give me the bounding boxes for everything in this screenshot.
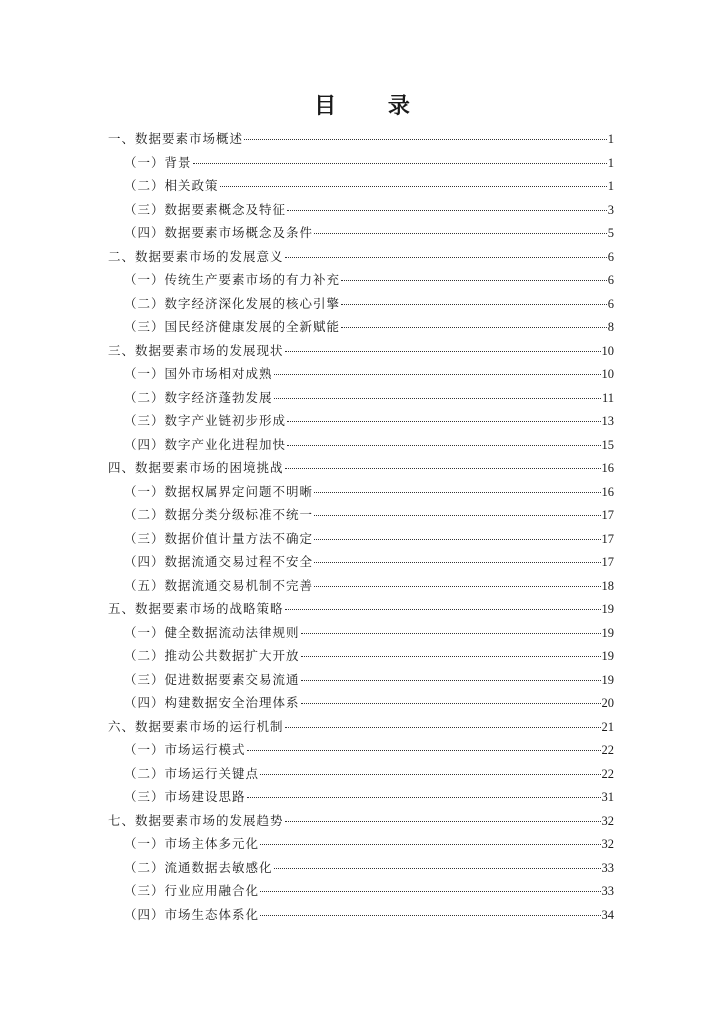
toc-dot-leader [285, 257, 607, 258]
toc-dot-leader [274, 868, 601, 869]
toc-entry-title: （三）国民经济健康发展的全新赋能 [124, 319, 341, 334]
toc-chapter-entry[interactable] [108, 811, 614, 831]
toc-dot-leader [260, 774, 600, 775]
toc-chapter-entry[interactable] [108, 717, 614, 737]
toc-section-entry[interactable] [124, 364, 614, 384]
toc-dot-leader [285, 727, 601, 728]
toc-entry-title: （四）市场生态体系化 [124, 906, 260, 922]
toc-page-number: 1 [607, 132, 614, 146]
toc-dot-leader [301, 656, 601, 657]
toc-entry-title: （一）数据权属界定问题不明晰 [124, 483, 314, 499]
toc-dot-leader [193, 163, 607, 164]
toc-page-number: 13 [601, 414, 614, 428]
toc-chapter-entry[interactable] [108, 129, 614, 149]
toc-entry-title: 三、数据要素市场的发展现状 [108, 342, 284, 358]
toc-chapter-entry[interactable] [108, 458, 614, 478]
toc-section-entry[interactable] [124, 388, 614, 408]
toc-dot-leader [285, 468, 601, 469]
toc-page-number: 6 [607, 296, 614, 311]
toc-dot-leader [287, 445, 600, 446]
toc-dot-leader [341, 280, 607, 281]
toc-section-entry[interactable] [124, 552, 614, 572]
toc-entry-title: （一）市场运行模式 [124, 742, 246, 757]
toc-page-number: 34 [601, 907, 614, 922]
toc-dot-leader [314, 233, 607, 234]
toc-entry-title: （三）数据价值计量方法不确定 [124, 530, 314, 546]
toc-dot-leader [285, 609, 601, 610]
toc-chapter-entry[interactable] [108, 599, 614, 619]
toc-page-number: 1 [607, 155, 614, 170]
toc-section-entry[interactable] [124, 223, 614, 243]
toc-dot-leader [301, 703, 601, 704]
toc-page-number: 17 [601, 531, 614, 546]
toc-section-entry[interactable] [124, 858, 614, 878]
toc-dot-leader [314, 586, 600, 587]
toc-dot-leader [301, 680, 601, 681]
toc-page-number: 21 [601, 719, 614, 734]
toc-entry-title: （一）市场主体多元化 [124, 836, 260, 851]
toc-entry-title: （二）数字经济深化发展的核心引擎 [124, 295, 341, 311]
toc-dot-leader [260, 915, 600, 916]
toc-section-entry[interactable] [124, 411, 614, 431]
toc-entry-title: （二）推动公共数据扩大开放 [124, 648, 300, 663]
toc-dot-leader [287, 421, 600, 422]
toc-section-entry[interactable] [124, 482, 614, 502]
toc-entry-title: （五）数据流通交易机制不完善 [124, 577, 314, 593]
toc-section-entry[interactable] [124, 670, 614, 690]
toc-section-entry[interactable] [124, 505, 614, 525]
toc-section-entry[interactable] [124, 576, 614, 596]
toc-page-number: 17 [601, 555, 614, 569]
toc-entry-title: （二）市场运行关键点 [124, 765, 260, 781]
toc-entry-title: （三）促进数据要素交易流通 [124, 671, 300, 687]
toc-page-number: 11 [601, 390, 614, 405]
toc-dot-leader [285, 351, 601, 352]
toc-page-number: 20 [601, 696, 614, 710]
toc-section-entry[interactable] [124, 881, 614, 901]
toc-page-number: 1 [607, 179, 614, 193]
toc-entry-title: （四）数字产业化进程加快 [124, 436, 287, 452]
toc-section-entry[interactable] [124, 623, 614, 643]
toc-entry-title: （二）数字经济蓬勃发展 [124, 389, 273, 405]
toc-page-number: 5 [607, 226, 614, 240]
toc-entry-title: （三）数据要素概念及特征 [124, 201, 287, 217]
toc-section-entry[interactable] [124, 787, 614, 807]
toc-dot-leader [244, 139, 607, 140]
toc-page-number: 6 [607, 249, 614, 264]
toc-entry-title: （二）相关政策 [124, 178, 219, 193]
toc-page-number: 18 [601, 578, 614, 593]
toc-section-entry[interactable] [124, 270, 614, 290]
toc-page-number: 17 [601, 508, 614, 522]
toc-dot-leader [314, 562, 600, 563]
toc-page-number: 22 [601, 743, 614, 757]
toc-entry-title: （二）流通数据去敏感化 [124, 859, 273, 875]
toc-page-number: 19 [601, 649, 614, 663]
toc-section-entry[interactable] [124, 200, 614, 220]
toc-page-number: 19 [601, 602, 614, 616]
toc-page-number: 32 [601, 813, 614, 828]
toc-dot-leader [341, 304, 607, 305]
toc-chapter-entry[interactable] [108, 247, 614, 267]
toc-dot-leader [314, 492, 600, 493]
toc-dot-leader [260, 844, 600, 845]
toc-dot-leader [314, 515, 600, 516]
toc-page-number: 31 [601, 790, 614, 804]
toc-section-entry[interactable] [124, 764, 614, 784]
toc-entry-title: 二、数据要素市场的发展意义 [108, 248, 284, 264]
toc-dot-leader [314, 539, 600, 540]
toc-chapter-entry[interactable] [108, 341, 614, 361]
toc-entry-title: （一）健全数据流动法律规则 [124, 624, 300, 640]
toc-section-entry[interactable] [124, 693, 614, 713]
toc-section-entry[interactable] [124, 905, 614, 925]
toc-dot-leader [247, 797, 601, 798]
toc-entry-title: 七、数据要素市场的发展趋势 [108, 812, 284, 828]
toc-dot-leader [274, 374, 601, 375]
toc-page-number: 19 [601, 672, 614, 687]
toc-entry-title: （一）国外市场相对成熟 [124, 366, 273, 381]
toc-section-entry[interactable] [124, 176, 614, 196]
toc-entry-title: 五、数据要素市场的战略策略 [108, 601, 284, 616]
toc-section-entry[interactable] [124, 834, 614, 854]
toc-page-number: 33 [601, 884, 614, 898]
toc-dot-leader [301, 633, 601, 634]
toc-entry-title: （三）行业应用融合化 [124, 883, 260, 898]
toc-dot-leader [287, 210, 607, 211]
toc-dot-leader [247, 750, 601, 751]
toc-page-number: 6 [607, 273, 614, 287]
toc-entry-title: （四）数据流通交易过程不安全 [124, 554, 314, 569]
toc-page-number: 19 [601, 625, 614, 640]
toc-section-entry[interactable] [124, 317, 614, 337]
toc-dot-leader [220, 186, 607, 187]
toc-page-number: 32 [601, 837, 614, 851]
toc-entry-title: （一）传统生产要素市场的有力补充 [124, 272, 341, 287]
toc-dot-leader [260, 891, 600, 892]
toc-page-number: 16 [601, 461, 614, 475]
toc-title: 目 录 [314, 94, 432, 119]
toc-entry-title: （三）数字产业链初步形成 [124, 413, 287, 428]
toc-entry-title: （三）市场建设思路 [124, 789, 246, 804]
toc-dot-leader [341, 327, 607, 328]
toc-section-entry[interactable] [124, 153, 614, 173]
toc-page-number: 10 [601, 367, 614, 381]
toc-page-number: 10 [601, 343, 614, 358]
toc-page-number: 22 [601, 766, 614, 781]
toc-entry-title: （一）背景 [124, 154, 192, 170]
toc-page-number: 8 [607, 320, 614, 334]
toc-page-number: 15 [601, 437, 614, 452]
toc-section-entry[interactable] [124, 646, 614, 666]
toc-page-number: 16 [601, 484, 614, 499]
toc-dot-leader [285, 821, 601, 822]
toc-entry-title: （四）数据要素市场概念及条件 [124, 225, 314, 240]
toc-entry-title: （二）数据分类分级标准不统一 [124, 507, 314, 522]
toc-page-number: 33 [601, 860, 614, 875]
toc-section-entry[interactable] [124, 529, 614, 549]
toc-entry-title: 六、数据要素市场的运行机制 [108, 718, 284, 734]
toc-entry-title: （四）构建数据安全治理体系 [124, 695, 300, 710]
toc-page-number: 3 [607, 202, 614, 217]
toc-dot-leader [274, 398, 601, 399]
toc-section-entry[interactable] [124, 740, 614, 760]
toc-section-entry[interactable] [124, 294, 614, 314]
toc-entry-title: 一、数据要素市场概述 [108, 131, 244, 146]
toc-entry-title: 四、数据要素市场的困境挑战 [108, 460, 284, 475]
toc-section-entry[interactable] [124, 435, 614, 455]
